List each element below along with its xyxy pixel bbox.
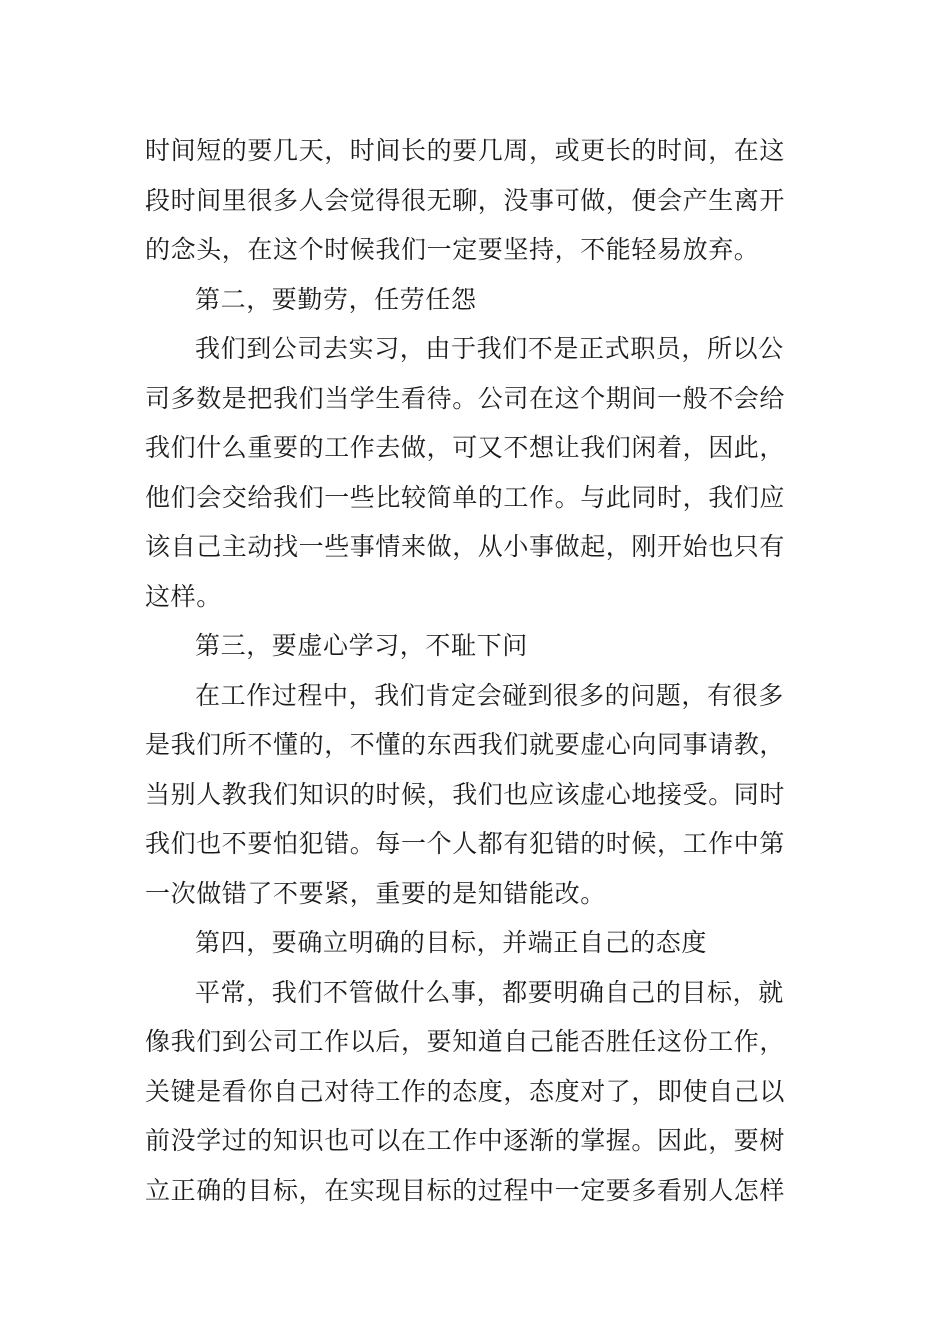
- section-heading-3: 第三，要虚心学习，不耻下问: [195, 631, 528, 660]
- text-line: 像我们到公司工作以后，要知道自己能否胜任这份工作，: [145, 1027, 786, 1056]
- document-body: [145, 126, 807, 1215]
- text-line: 他们会交给我们一些比较简单的工作。与此同时，我们应: [145, 482, 786, 512]
- text-line: 我们到公司去实习，由于我们不是正式职员，所以公: [195, 334, 784, 363]
- text-line: 的念头，在这个时候我们一定要坚持，不能轻易放弃。: [145, 235, 760, 264]
- text-line: 我们也不要怕犯错。每一个人都有犯错的时候，工作中第: [145, 829, 786, 858]
- text-line: 一次做错了不要紧，重要的是知错能改。: [145, 878, 606, 908]
- text-line: 司多数是把我们当学生看待。公司在这个期间一般不会给: [145, 383, 786, 413]
- text-line: 立正确的目标，在实现目标的过程中一定要多看别人怎样: [145, 1175, 786, 1205]
- section-heading-2: 第二，要勤劳，任劳任怨: [195, 284, 477, 314]
- text-line: 在工作过程中，我们肯定会碰到很多的问题，有很多: [195, 680, 784, 710]
- text-line: 我们什么重要的工作去做，可又不想让我们闲着，因此，: [145, 433, 786, 462]
- text-line: 这样。: [145, 581, 222, 611]
- text-line: 前没学过的知识也可以在工作中逐渐的掌握。因此，要树: [145, 1126, 786, 1155]
- text-line: 平常，我们不管做什么事，都要明确自己的目标，就: [195, 977, 784, 1007]
- text-line: 当别人教我们知识的时候，我们也应该虚心地接受。同时: [145, 779, 786, 809]
- text-line: 段时间里很多人会觉得很无聊，没事可做，便会产生离开: [145, 185, 786, 215]
- text-line: 关键是看你自己对待工作的态度，态度对了，即使自己以: [145, 1076, 786, 1106]
- section-heading-4: 第四，要确立明确的目标，并端正自己的态度: [195, 928, 708, 957]
- text-line: 是我们所不懂的，不懂的东西我们就要虚心向同事请教，: [145, 730, 786, 759]
- text-line: 该自己主动找一些事情来做，从小事做起，刚开始也只有: [145, 532, 786, 561]
- text-line: 时间短的要几天，时间长的要几周，或更长的时间，在这: [145, 136, 786, 165]
